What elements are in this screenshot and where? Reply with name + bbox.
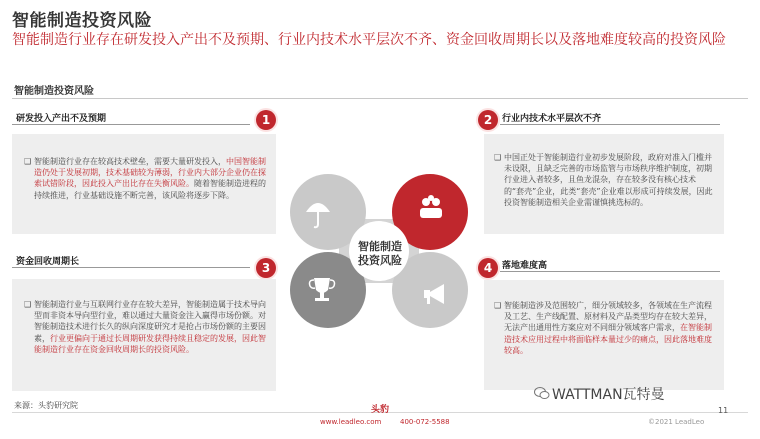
watermark-text: WATTMAN瓦特曼 (552, 387, 665, 403)
risk-2-text: 中国正处于智能制造行业初步发展阶段，政府对准入门槛并未设限，且缺乏完善的市场监管与市场秩序维护制度，初期行业进入者较多，且鱼龙混杂，存在较多没有核心技术的“套壳”企业，此类“套壳”企业难以形成可持续发展，因此投资智能制造相关企业需谨慎挑选标的。 (504, 153, 713, 207)
risk-4-number: 4 (478, 258, 498, 278)
risk-3-number: 3 (256, 258, 276, 278)
risk-1-box (12, 134, 276, 234)
risk-2-number: 2 (478, 110, 498, 130)
section-title: 智能制造投资风险 (14, 86, 94, 97)
risk-3-title-line (12, 267, 250, 268)
copyright: ©2021 LeadLeo (648, 418, 705, 426)
diagram-center-label: 智能制造 投资风险 (358, 240, 402, 267)
risk-4-title: 落地难度高 (502, 261, 548, 271)
risk-4-title-line (500, 271, 720, 272)
source-note: 来源：头豹研究院 (14, 401, 78, 410)
page-number: 11 (718, 406, 729, 415)
page-title: 智能制造投资风险 (12, 11, 152, 31)
leadleo-logo: 头豹 (370, 405, 389, 415)
risk-2-box (484, 134, 724, 234)
section-divider (12, 98, 748, 99)
risk-1-number: 1 (256, 110, 276, 130)
footer-phone: 400-072-5588 (400, 418, 450, 426)
bullet-icon: ❑ (24, 157, 32, 166)
page-subtitle: 智能制造行业存在研发投入产出不及预期、行业内技术水平层次不齐、资金回收周期长以及落地难度较高的投资风险 (12, 32, 726, 48)
risk-3-title: 资金回收周期长 (16, 257, 80, 267)
risk-4-box (484, 280, 724, 390)
risk-2-title: 行业内技术水平层次不齐 (502, 114, 602, 124)
risk-4-text: 智能制造涉及范围较广，细分领域较多，各领域在生产流程及工艺、生产线配置、原材料及产品类型均存在较大差异，无法产出通用性方案应对不同细分领域客户需求，在智能制造技术应用过程中将面临样本量过少的痛点，因此落地难度较高。 (504, 301, 712, 355)
bullet-icon: ❑ (24, 300, 32, 309)
bullet-icon: ❑ (494, 301, 502, 310)
risk-1-title-line (12, 124, 250, 125)
risk-1-text: 智能制造行业存在较高技术壁垒，需要大量研发投入，中国智能制造仍处于发展初期，技术基础较为薄弱，行业内大部分企业仍在探索试错阶段，因此投入产出比存在失衡风险。随着智能制造进程的持续推进，行业基础设施不断完善，该风险将逐步下降。 (34, 157, 266, 200)
footer-website[interactable]: www.leadleo.com (320, 418, 382, 426)
risk-3-text: 智能制造行业与互联网行业存在较大差异，智能制造属于技术导向型而非资本导向型行业，难以通过大量资金注入赢得市场份额。对智能制造技术进行长久的纵向深度研究才是抢占市场份额的主要因素，行业更偏向于通过长周期研发获得持续且稳定的发展，因此智能制造行业存在资金回收周期长的投资风险。 (34, 300, 266, 354)
risk-1-title: 研发投入产出不及预期 (16, 114, 107, 124)
risk-2-title-line (500, 124, 720, 125)
wechat-icon (534, 386, 550, 400)
bullet-icon: ❑ (494, 153, 502, 162)
risk-3-box (12, 279, 276, 391)
